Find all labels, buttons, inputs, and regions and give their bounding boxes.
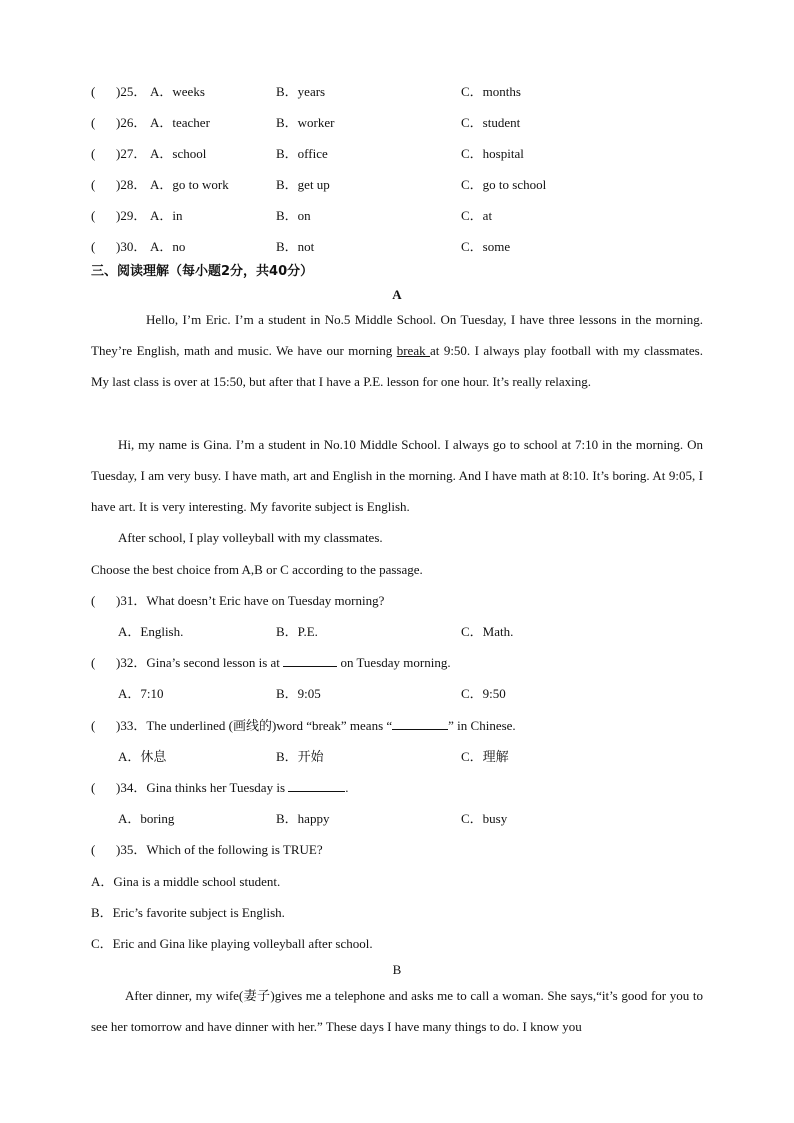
passage-a-label: A <box>392 287 402 302</box>
instruction: Choose the best choice from A,B or C according to the passage. <box>91 562 423 577</box>
option-b[interactable]: B．on <box>276 208 311 223</box>
option-b[interactable]: B．9:05 <box>276 686 321 701</box>
answer-blank[interactable] <box>283 655 337 667</box>
passage-a-paragraph-3: After school, I play volleyball with my classmates. <box>118 530 383 545</box>
answer-paren[interactable]: ( <box>91 842 96 857</box>
option-c[interactable]: C．student <box>461 115 521 130</box>
option-a[interactable]: A．boring <box>118 811 175 826</box>
option-b[interactable]: B．happy <box>276 811 330 826</box>
stem-text: ” in Chinese. <box>448 718 516 733</box>
option-a[interactable]: A．go to work <box>150 177 229 192</box>
question-stem: )31．What doesn’t Eric have on Tuesday morning? <box>116 593 385 608</box>
question-number: )28． <box>116 177 147 192</box>
question-number: )27． <box>116 146 147 161</box>
answer-paren[interactable]: ( <box>91 115 96 130</box>
option-c[interactable]: C．months <box>461 84 521 99</box>
option-c[interactable]: C．some <box>461 239 511 254</box>
answer-paren[interactable]: ( <box>91 718 96 733</box>
option-a[interactable]: A．Gina is a middle school student. <box>91 874 281 889</box>
option-b[interactable]: B．get up <box>276 177 330 192</box>
option-b[interactable]: B．office <box>276 146 328 161</box>
passage-b-paragraph-1: After dinner, my wife(妻子)gives me a telephone and asks me to call a woman. She says,“it’s good for you to see her tomorrow and have dinner with her.” These days I have many things to do. I know you <box>91 988 703 1035</box>
question-number: )29． <box>116 208 147 223</box>
stem-text: . <box>345 780 349 795</box>
question-stem: )35．Which of the following is TRUE? <box>116 842 323 857</box>
passage-a-paragraph-2: Hi, my name is Gina. I’m a student in No.10 Middle School. I always go to school at 7:10 in the morning. On Tuesday, I am very busy. I have math, art and English in the morning. And I have math at 8:10. It’s boring. At 9:05, I have art. It is very interesting. My favorite subject is English. <box>91 437 703 515</box>
option-a[interactable]: A．English. <box>118 624 184 639</box>
question-number: )30． <box>116 239 147 254</box>
question-stem <box>116 780 349 796</box>
option-c[interactable]: C．Eric and Gina like playing volleyball after school. <box>91 936 373 951</box>
answer-paren[interactable]: ( <box>91 239 96 254</box>
option-c[interactable]: C．Math. <box>461 624 514 639</box>
answer-paren[interactable]: ( <box>91 593 96 608</box>
option-a[interactable]: A．休息 <box>118 749 167 764</box>
option-b[interactable]: B．worker <box>276 115 335 130</box>
option-b[interactable]: B．years <box>276 84 326 99</box>
passage-b-label: B <box>392 962 402 977</box>
option-a[interactable]: A．weeks <box>150 84 205 99</box>
answer-paren[interactable]: ( <box>91 84 96 99</box>
option-b[interactable]: B．P.E. <box>276 624 318 639</box>
question-number: )26． <box>116 115 147 130</box>
answer-blank[interactable] <box>392 718 448 730</box>
stem-text: )34．Gina thinks her Tuesday is <box>116 780 289 795</box>
answer-paren[interactable]: ( <box>91 177 96 192</box>
question-stem <box>116 655 451 671</box>
stem-text: )32．Gina’s second lesson is at <box>116 655 284 670</box>
section-title: 三、阅读理解（每小题2分，共40分） <box>91 264 314 279</box>
answer-paren[interactable]: ( <box>91 780 96 795</box>
option-b[interactable]: B．Eric’s favorite subject is English. <box>91 905 285 920</box>
stem-text: )33．The underlined (画线的)word “break” means “ <box>116 718 393 733</box>
option-a[interactable]: A．in <box>150 208 183 223</box>
answer-paren[interactable]: ( <box>91 146 96 161</box>
option-b[interactable]: B．开始 <box>276 749 324 764</box>
answer-blank[interactable] <box>288 780 345 792</box>
option-b[interactable]: B．not <box>276 239 315 254</box>
option-c[interactable]: C．hospital <box>461 146 524 161</box>
option-c[interactable]: C．9:50 <box>461 686 506 701</box>
passage-a-paragraph-1 <box>91 304 703 398</box>
option-a[interactable]: A．no <box>150 239 186 254</box>
passage-text: at 9:50. I always play football with my classmates. My last class is over at 15:50, but after that I have a P.E. lesson for one hour. It’s really relaxing. <box>91 343 703 390</box>
option-a[interactable]: A．7:10 <box>118 686 164 701</box>
option-a[interactable]: A．teacher <box>150 115 210 130</box>
passage-text: Hello, I’m Eric. I’m a student in No.5 Middle School. On Tuesday, I have three lessons in the morning. They’re English, math and music. We have our morning <box>91 312 703 359</box>
answer-paren[interactable]: ( <box>91 655 96 670</box>
question-stem <box>116 718 516 734</box>
option-c[interactable]: C．go to school <box>461 177 547 192</box>
option-c[interactable]: C．at <box>461 208 493 223</box>
option-a[interactable]: A．school <box>150 146 207 161</box>
option-c[interactable]: C．busy <box>461 811 508 826</box>
answer-paren[interactable]: ( <box>91 208 96 223</box>
question-number: )25． <box>116 84 147 99</box>
underlined-word: break <box>396 343 431 359</box>
option-c[interactable]: C．理解 <box>461 749 509 764</box>
stem-text: on Tuesday morning. <box>337 655 451 670</box>
